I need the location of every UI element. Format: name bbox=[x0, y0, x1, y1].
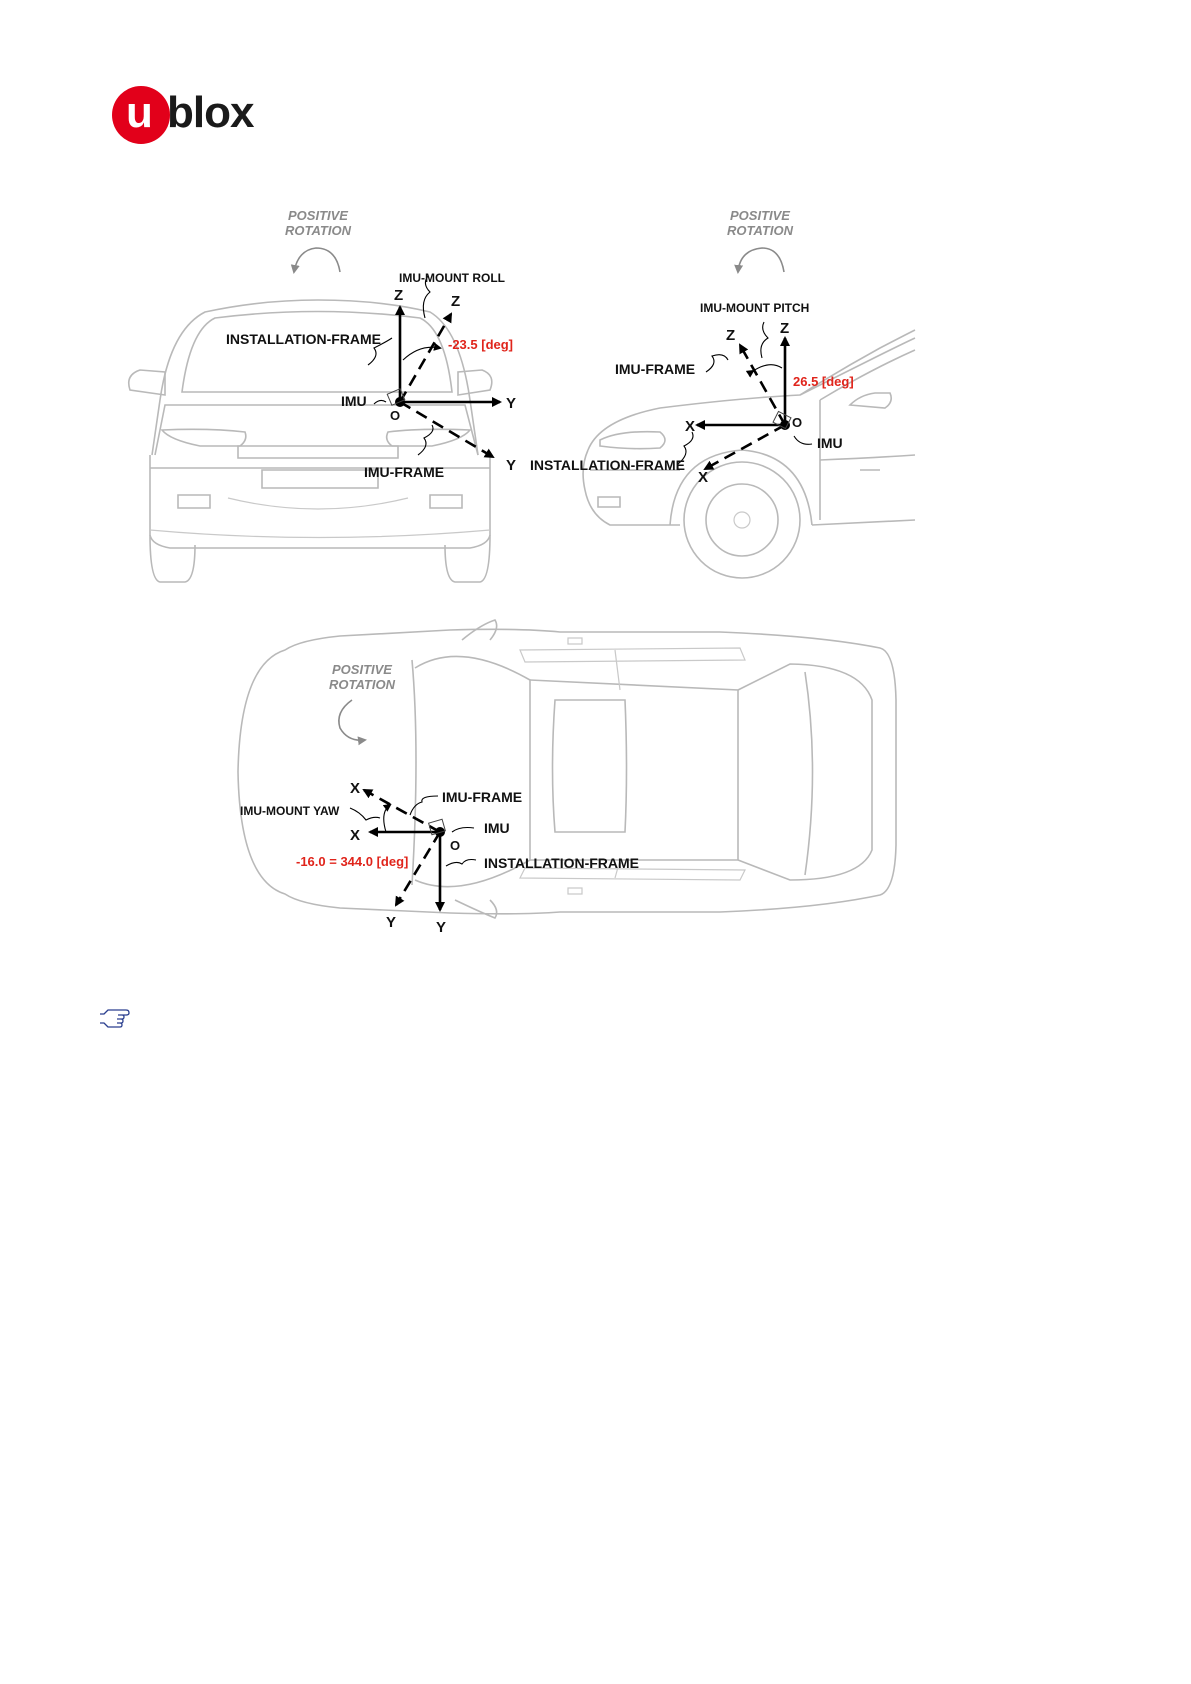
top-imu-label: IMU bbox=[484, 820, 510, 836]
front-imu-leader bbox=[374, 400, 386, 404]
side-z-imu-label: Z bbox=[726, 327, 736, 344]
front-z-axis-label: Z bbox=[394, 287, 404, 304]
front-origin-label: O bbox=[390, 408, 401, 423]
side-mount-pitch-label: IMU-MOUNT PITCH bbox=[700, 301, 810, 315]
logo-wordmark: blox bbox=[167, 88, 254, 137]
side-pitch-angle-value: 26.5 [deg] bbox=[793, 374, 854, 389]
top-angle-arc bbox=[384, 805, 390, 832]
top-yaw-angle-value: -16.0 = 344.0 [deg] bbox=[296, 854, 409, 869]
top-origin-label: O bbox=[450, 838, 461, 853]
front-imu-label: IMU bbox=[341, 393, 367, 409]
top-x-axis-label: X bbox=[350, 827, 361, 844]
top-installation-leader bbox=[446, 860, 476, 867]
side-z-axis-label: Z bbox=[780, 320, 790, 337]
front-installation-frame-label: INSTALLATION-FRAME bbox=[226, 331, 382, 347]
top-y-imu-label: Y bbox=[386, 914, 397, 931]
pointing-hand-icon bbox=[98, 1006, 130, 1028]
top-rotation-label: ROTATION bbox=[329, 677, 395, 692]
side-positive-label: POSITIVE bbox=[730, 208, 790, 223]
side-installation-frame-label: INSTALLATION-FRAME bbox=[530, 457, 686, 473]
front-view-positive-rotation bbox=[285, 208, 352, 272]
side-origin-label: O bbox=[792, 415, 803, 430]
side-rotation-label: ROTATION bbox=[727, 223, 793, 238]
front-z-imu-label: Z bbox=[451, 293, 461, 310]
top-imu-leader bbox=[452, 828, 474, 833]
top-installation-frame-label: INSTALLATION-FRAME bbox=[484, 855, 640, 871]
side-view-frames bbox=[530, 301, 854, 486]
front-mount-roll-label: IMU-MOUNT ROLL bbox=[399, 271, 505, 285]
front-roll-angle-value: -23.5 [deg] bbox=[448, 337, 514, 352]
front-y-imu-label: Y bbox=[506, 457, 517, 474]
top-positive-label: POSITIVE bbox=[332, 662, 392, 677]
front-rotation-label: ROTATION bbox=[285, 223, 351, 238]
side-imu-label: IMU bbox=[817, 435, 843, 451]
top-rotation-arrow-icon bbox=[339, 700, 365, 740]
front-imu-z-axis bbox=[400, 314, 451, 402]
top-imu-frame-leader bbox=[410, 796, 438, 815]
side-view-positive-rotation bbox=[727, 208, 794, 272]
side-imu-frame-leader bbox=[706, 355, 728, 372]
side-mount-pitch-leader bbox=[761, 322, 768, 358]
front-y-axis-label: Y bbox=[506, 395, 517, 412]
front-positive-label: POSITIVE bbox=[288, 208, 348, 223]
top-view-positive-rotation bbox=[329, 662, 396, 740]
side-imu-leader bbox=[794, 436, 812, 444]
logo-u-letter: u bbox=[126, 88, 153, 137]
front-rotation-arrow-icon bbox=[294, 248, 340, 272]
front-angle-arc bbox=[403, 347, 440, 360]
top-y-axis-label: Y bbox=[436, 919, 447, 936]
side-x-imu-label: X bbox=[698, 469, 709, 486]
side-angle-arc bbox=[753, 365, 782, 371]
top-mount-yaw-label: IMU-MOUNT YAW bbox=[240, 804, 340, 818]
side-imu-frame-label: IMU-FRAME bbox=[615, 361, 696, 377]
side-x-axis-label: X bbox=[685, 418, 696, 435]
side-rotation-arrow-icon bbox=[738, 248, 784, 272]
front-imu-frame-label: IMU-FRAME bbox=[364, 464, 445, 480]
top-mount-yaw-leader bbox=[350, 808, 380, 820]
top-imu-frame-label: IMU-FRAME bbox=[442, 789, 523, 805]
top-x-imu-label: X bbox=[350, 780, 361, 797]
